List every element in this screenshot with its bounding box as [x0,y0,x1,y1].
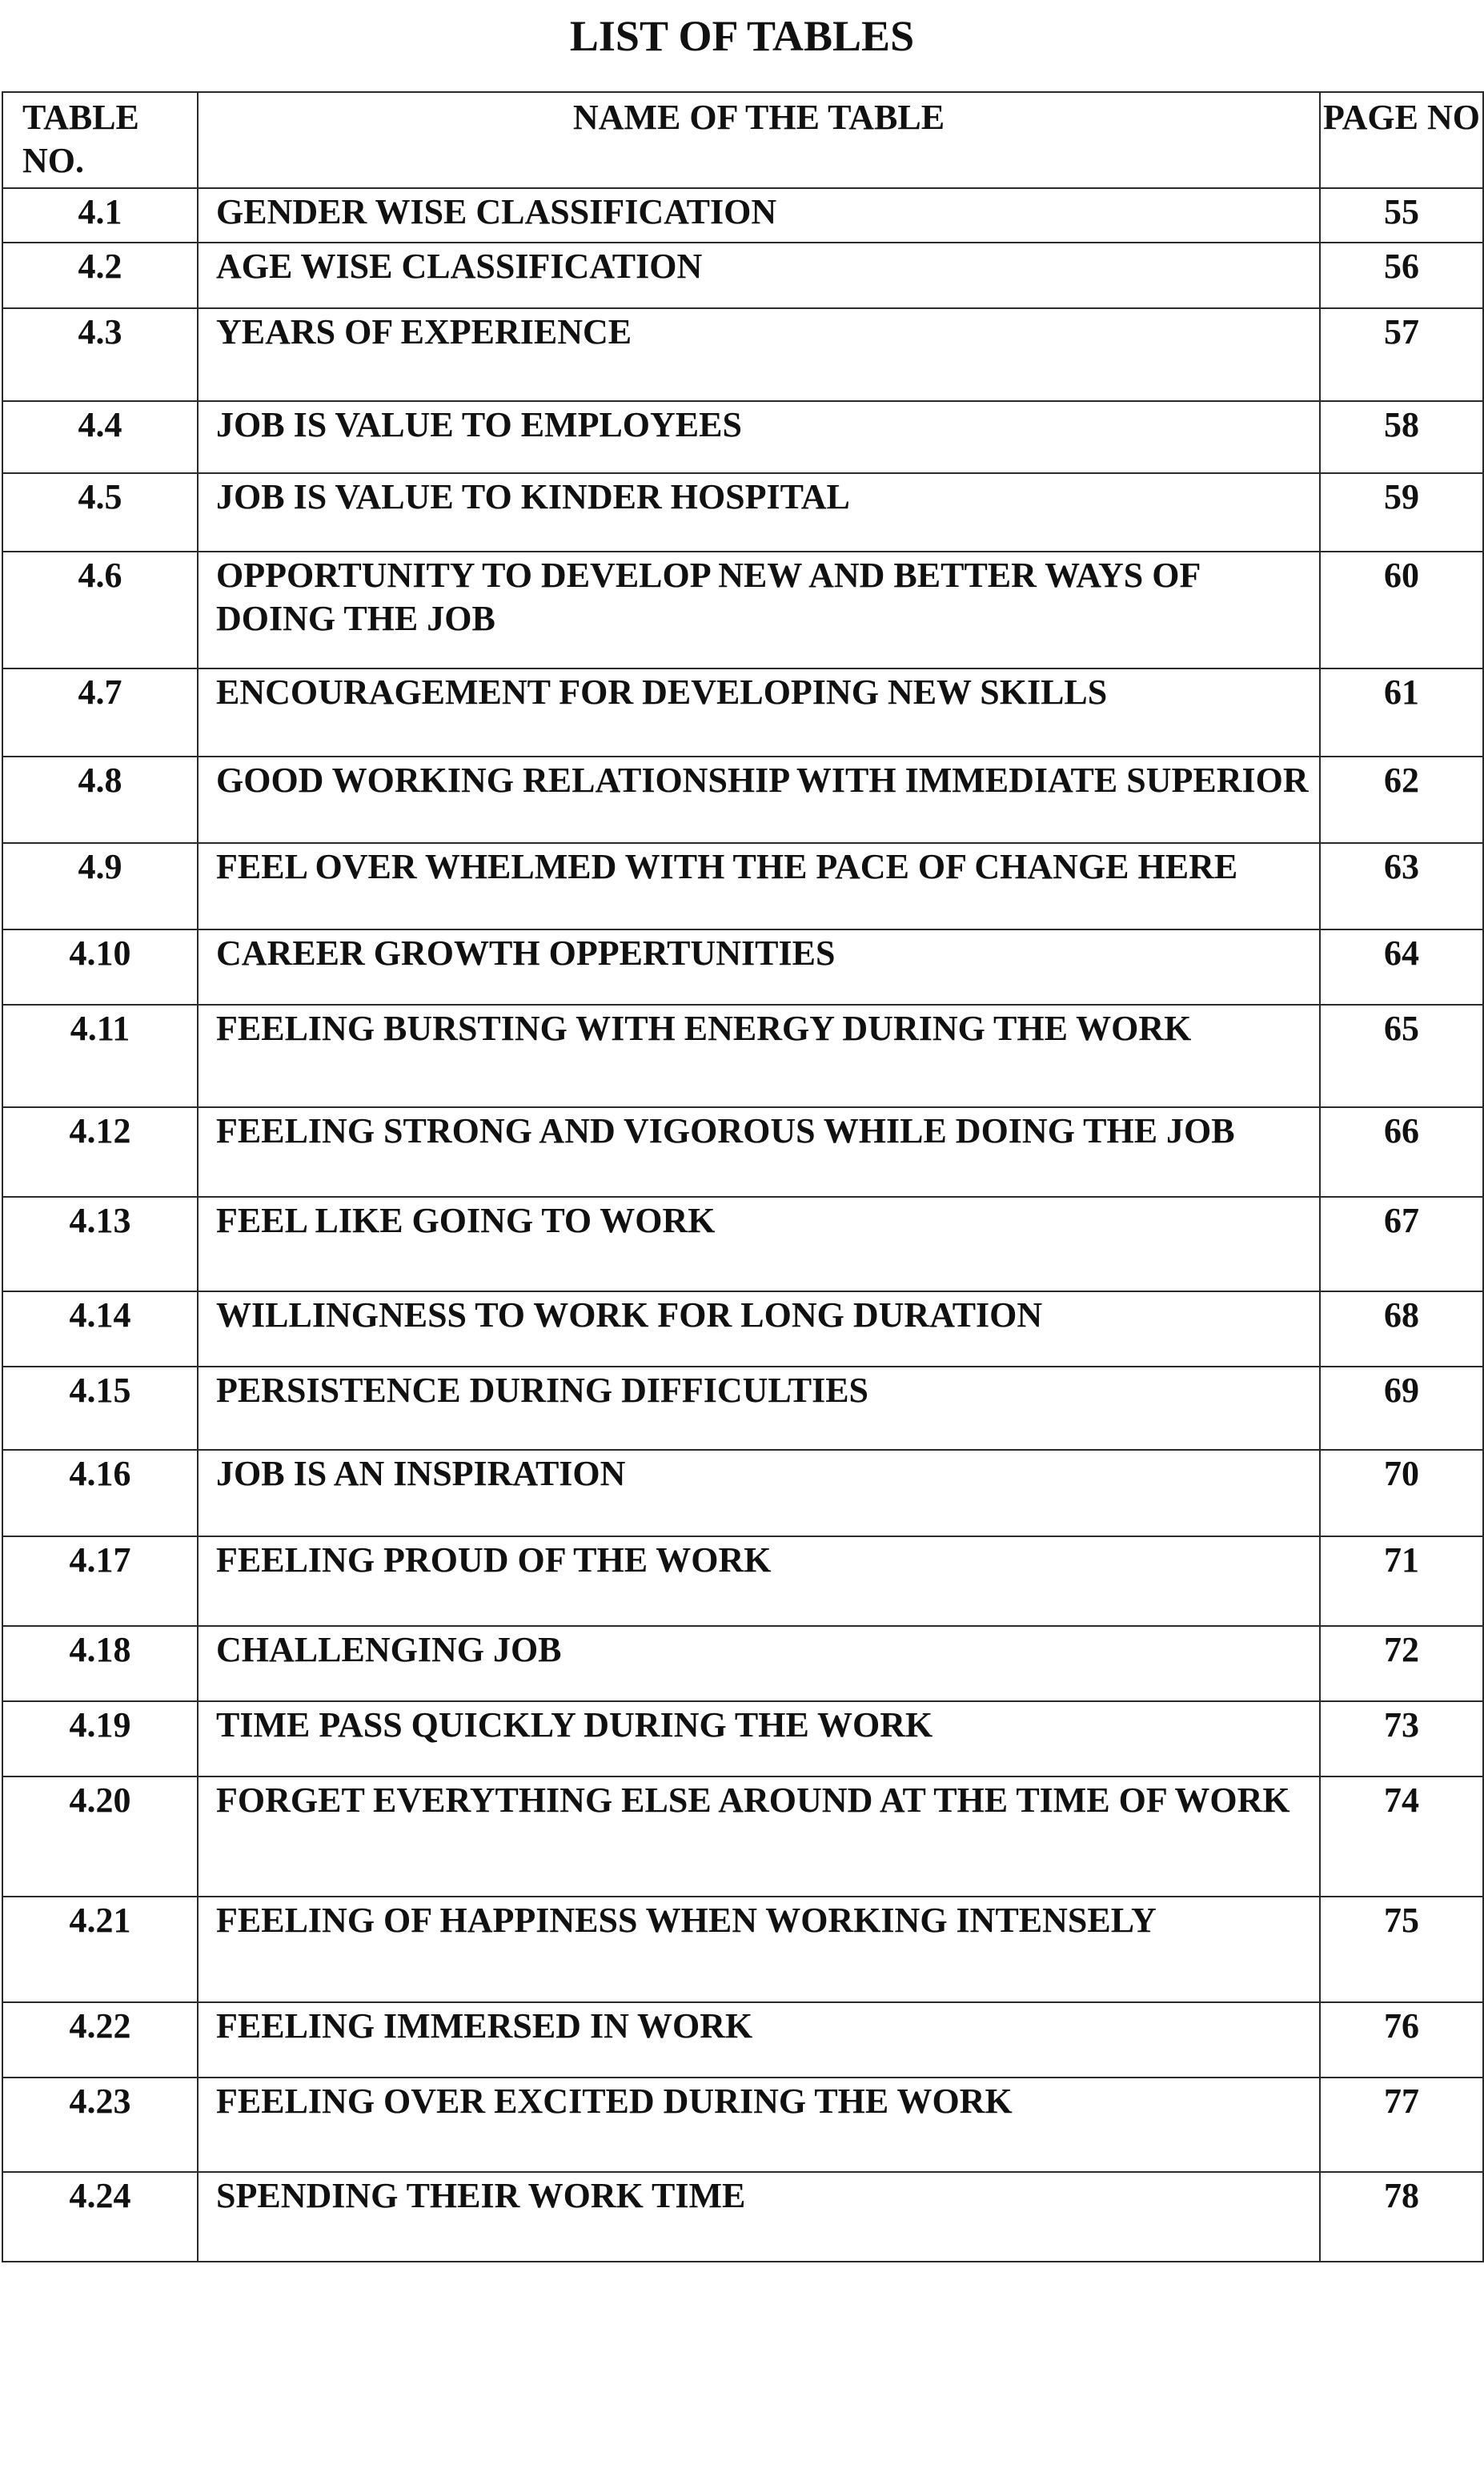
row-page-no: 74 [1320,1776,1483,1897]
row-page-no: 56 [1320,243,1483,308]
row-table-name: FEELING BURSTING WITH ENERGY DURING THE WORK [198,1005,1320,1107]
table-row [2,243,1483,308]
row-table-name: WILLINGNESS TO WORK FOR LONG DURATION [198,1291,1320,1367]
row-page-no: 65 [1320,1005,1483,1107]
row-table-no: 4.6 [2,552,198,668]
row-table-name: FEELING IMMERSED IN WORK [198,2002,1320,2078]
row-table-name: ENCOURAGEMENT FOR DEVELOPING NEW SKILLS [198,668,1320,757]
row-page-no: 73 [1320,1701,1483,1776]
table-row [2,843,1483,929]
row-table-no: 4.14 [2,1291,198,1367]
table-row [2,2002,1483,2078]
row-page-no: 69 [1320,1367,1483,1450]
table-row [2,2172,1483,2262]
table-row [2,473,1483,552]
header-table-no: TABLE NO. [2,92,198,188]
row-table-name: FEELING OF HAPPINESS WHEN WORKING INTENSELY [198,1897,1320,2002]
row-table-no: 4.23 [2,2078,198,2172]
row-page-no: 55 [1320,188,1483,243]
row-page-no: 64 [1320,929,1483,1005]
table-row [2,1197,1483,1291]
row-table-name: FEELING OVER EXCITED DURING THE WORK [198,2078,1320,2172]
table-row [2,401,1483,473]
table-row [2,552,1483,668]
row-table-no: 4.7 [2,668,198,757]
row-table-no: 4.1 [2,188,198,243]
list-of-tables [2,91,1484,2262]
row-table-name: GENDER WISE CLASSIFICATION [198,188,1320,243]
table-row [2,1626,1483,1701]
row-page-no: 57 [1320,308,1483,401]
row-table-name: FEELING PROUD OF THE WORK [198,1536,1320,1626]
row-page-no: 59 [1320,473,1483,552]
row-table-name: JOB IS AN INSPIRATION [198,1450,1320,1536]
row-table-name: FEEL OVER WHELMED WITH THE PACE OF CHANGE HERE [198,843,1320,929]
row-table-name: YEARS OF EXPERIENCE [198,308,1320,401]
row-page-no: 72 [1320,1626,1483,1701]
table-row [2,1107,1483,1197]
header-row [2,92,1483,188]
row-page-no: 60 [1320,552,1483,668]
row-table-name: FEELING STRONG AND VIGOROUS WHILE DOING THE JOB [198,1107,1320,1197]
row-table-no: 4.8 [2,757,198,843]
table-row [2,1536,1483,1626]
row-table-no: 4.2 [2,243,198,308]
row-table-name: GOOD WORKING RELATIONSHIP WITH IMMEDIATE SUPERIOR [198,757,1320,843]
row-table-no: 4.21 [2,1897,198,2002]
row-table-no: 4.17 [2,1536,198,1626]
row-table-no: 4.4 [2,401,198,473]
row-table-no: 4.9 [2,843,198,929]
row-page-no: 63 [1320,843,1483,929]
row-page-no: 76 [1320,2002,1483,2078]
row-page-no: 71 [1320,1536,1483,1626]
table-row [2,929,1483,1005]
row-table-no: 4.13 [2,1197,198,1291]
header-page-no: PAGE NO [1320,92,1483,188]
row-page-no: 77 [1320,2078,1483,2172]
row-table-no: 4.5 [2,473,198,552]
row-table-no: 4.19 [2,1701,198,1776]
row-table-no: 4.20 [2,1776,198,1897]
row-table-name: CAREER GROWTH OPPERTUNITIES [198,929,1320,1005]
row-page-no: 78 [1320,2172,1483,2262]
row-page-no: 62 [1320,757,1483,843]
row-table-no: 4.15 [2,1367,198,1450]
row-table-no: 4.22 [2,2002,198,2078]
row-table-no: 4.16 [2,1450,198,1536]
table-row [2,188,1483,243]
row-table-no: 4.24 [2,2172,198,2262]
row-table-name: FORGET EVERYTHING ELSE AROUND AT THE TIME OF WORK [198,1776,1320,1897]
row-page-no: 61 [1320,668,1483,757]
page-title: LIST OF TABLES [569,12,915,60]
row-page-no: 75 [1320,1897,1483,2002]
row-page-no: 66 [1320,1107,1483,1197]
table-row [2,1701,1483,1776]
row-table-name: CHALLENGING JOB [198,1626,1320,1701]
table-row [2,1005,1483,1107]
row-table-no: 4.12 [2,1107,198,1197]
row-table-name: AGE WISE CLASSIFICATION [198,243,1320,308]
row-page-no: 68 [1320,1291,1483,1367]
row-table-name: FEEL LIKE GOING TO WORK [198,1197,1320,1291]
table-row [2,1367,1483,1450]
row-table-name: JOB IS VALUE TO KINDER HOSPITAL [198,473,1320,552]
row-table-no: 4.10 [2,929,198,1005]
table-row [2,2078,1483,2172]
table-row [2,668,1483,757]
row-table-name: PERSISTENCE DURING DIFFICULTIES [198,1367,1320,1450]
row-table-no: 4.3 [2,308,198,401]
row-table-name: JOB IS VALUE TO EMPLOYEES [198,401,1320,473]
table-row [2,1450,1483,1536]
row-page-no: 67 [1320,1197,1483,1291]
table-row [2,1897,1483,2002]
table-row [2,1291,1483,1367]
row-page-no: 58 [1320,401,1483,473]
row-table-name: OPPORTUNITY TO DEVELOP NEW AND BETTER WAYS OF DOING THE JOB [198,552,1320,668]
table-row [2,308,1483,401]
table-row [2,757,1483,843]
table-row [2,1776,1483,1897]
header-table-name: NAME OF THE TABLE [198,92,1320,188]
row-table-name: TIME PASS QUICKLY DURING THE WORK [198,1701,1320,1776]
row-table-no: 4.18 [2,1626,198,1701]
row-table-no: 4.11 [2,1005,198,1107]
row-page-no: 70 [1320,1450,1483,1536]
row-table-name: SPENDING THEIR WORK TIME [198,2172,1320,2262]
